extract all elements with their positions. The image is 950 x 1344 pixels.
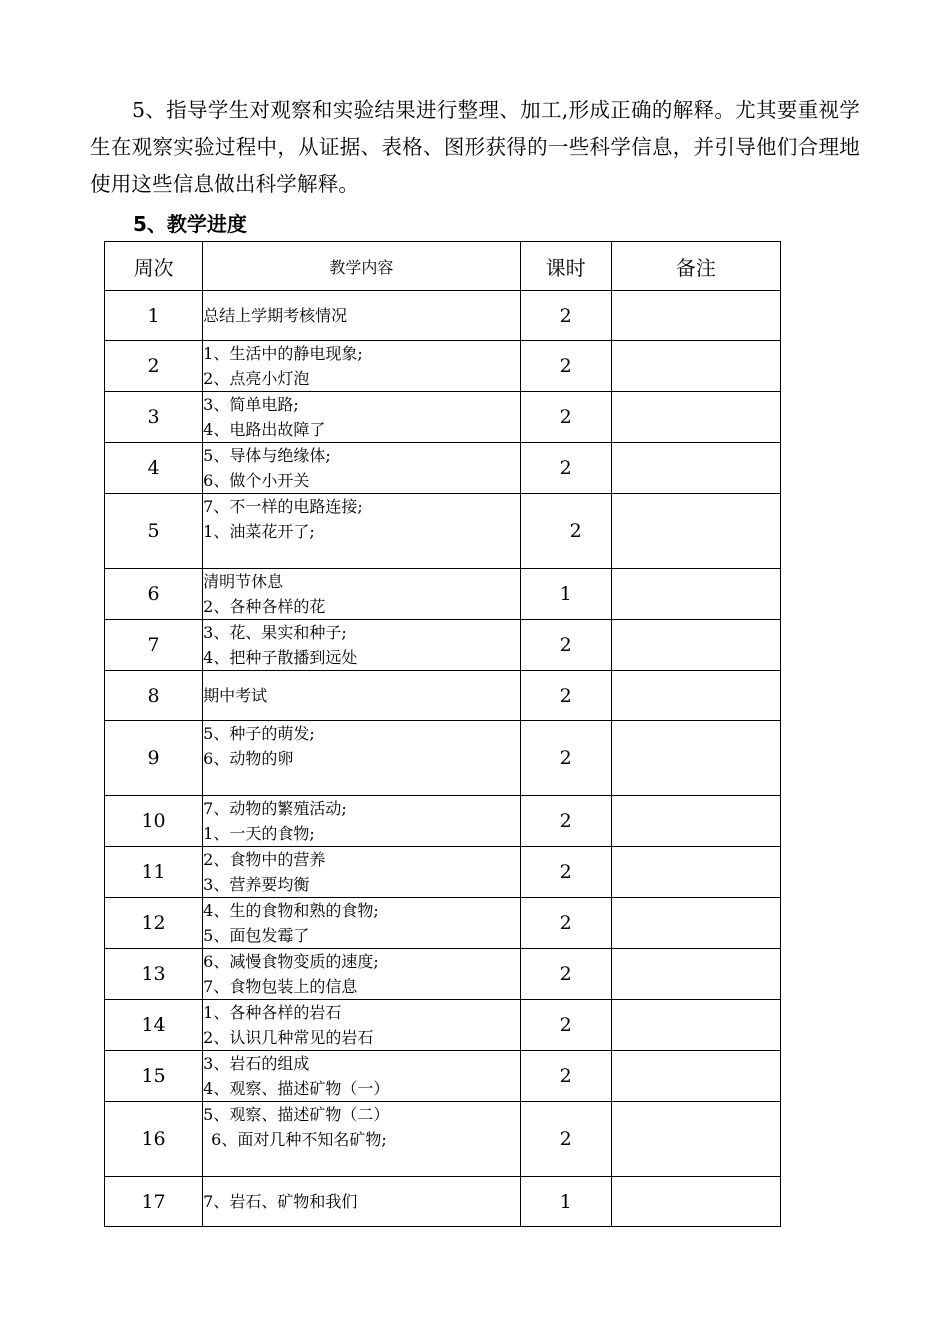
content-line: 1、各种各样的岩石 bbox=[203, 1003, 342, 1022]
table-row bbox=[105, 569, 781, 620]
hours-cell: 2 bbox=[520, 1000, 611, 1051]
hours-cell: 1 bbox=[520, 569, 611, 620]
hours-cell: 1 bbox=[520, 1177, 611, 1227]
content-line: 1、一天的食物; bbox=[203, 824, 315, 843]
hours-cell: 2 bbox=[520, 620, 611, 671]
hours-cell: 2 bbox=[520, 392, 611, 443]
table-header-row bbox=[105, 242, 781, 291]
content-cell bbox=[203, 392, 520, 443]
content-line: 4、生的食物和熟的食物; bbox=[203, 901, 379, 920]
note-cell bbox=[611, 721, 780, 796]
table-row bbox=[105, 1000, 781, 1051]
hours-cell: 2 bbox=[520, 796, 611, 847]
week-cell: 3 bbox=[105, 392, 203, 443]
table-row bbox=[105, 721, 781, 796]
content-line: 6、面对几种不知名矿物; bbox=[211, 1130, 387, 1149]
content-line: 5、面包发霉了 bbox=[203, 926, 310, 945]
week-cell: 10 bbox=[105, 796, 203, 847]
table-row bbox=[105, 949, 781, 1000]
week-cell: 2 bbox=[105, 341, 203, 392]
week-cell: 1 bbox=[105, 291, 203, 341]
week-cell: 5 bbox=[105, 494, 203, 569]
content-line: 4、观察、描述矿物（一） bbox=[203, 1079, 390, 1098]
week-cell: 15 bbox=[105, 1051, 203, 1102]
content-line: 期中考试 bbox=[203, 686, 268, 705]
note-cell bbox=[611, 796, 780, 847]
content-cell bbox=[203, 721, 520, 796]
hours-cell: 2 bbox=[520, 898, 611, 949]
teaching-schedule-table bbox=[104, 241, 781, 1227]
content-line: 总结上学期考核情况 bbox=[203, 306, 348, 325]
hours-cell: 2 bbox=[520, 443, 611, 494]
table-row bbox=[105, 291, 781, 341]
note-cell bbox=[611, 620, 780, 671]
content-line: 5、观察、描述矿物（二） bbox=[203, 1105, 390, 1124]
content-line: 2、各种各样的花 bbox=[203, 597, 326, 616]
header-content: 教学内容 bbox=[203, 242, 520, 291]
content-line: 7、食物包装上的信息 bbox=[203, 977, 358, 996]
content-line: 3、岩石的组成 bbox=[203, 1054, 310, 1073]
hours-cell: 2 bbox=[520, 341, 611, 392]
hours-cell: 2 bbox=[520, 949, 611, 1000]
week-cell: 14 bbox=[105, 1000, 203, 1051]
content-line: 3、花、果实和种子; bbox=[203, 623, 347, 642]
content-cell bbox=[203, 341, 520, 392]
week-cell: 12 bbox=[105, 898, 203, 949]
note-cell bbox=[611, 949, 780, 1000]
section-heading: 5、教学进度 bbox=[133, 212, 247, 236]
content-line: 2、食物中的营养 bbox=[203, 850, 326, 869]
table-row bbox=[105, 796, 781, 847]
week-cell: 13 bbox=[105, 949, 203, 1000]
hours-cell: 2 bbox=[520, 291, 611, 341]
hours-cell: 2 bbox=[520, 671, 611, 721]
content-cell bbox=[203, 898, 520, 949]
note-cell bbox=[611, 1000, 780, 1051]
content-cell bbox=[203, 1177, 520, 1227]
table-row bbox=[105, 847, 781, 898]
note-cell bbox=[611, 291, 780, 341]
note-cell bbox=[611, 1177, 780, 1227]
content-line: 6、动物的卵 bbox=[203, 749, 294, 768]
content-cell bbox=[203, 494, 520, 569]
week-cell: 9 bbox=[105, 721, 203, 796]
header-hours: 课时 bbox=[520, 242, 611, 291]
header-week: 周次 bbox=[105, 242, 203, 291]
content-cell bbox=[203, 620, 520, 671]
content-line: 2、点亮小灯泡 bbox=[203, 369, 310, 388]
note-cell bbox=[611, 671, 780, 721]
content-cell bbox=[203, 1102, 520, 1177]
content-cell bbox=[203, 1000, 520, 1051]
note-cell bbox=[611, 1051, 780, 1102]
content-line: 5、导体与绝缘体; bbox=[203, 446, 331, 465]
content-cell bbox=[203, 291, 520, 341]
content-line: 清明节休息 bbox=[203, 572, 284, 591]
content-cell bbox=[203, 949, 520, 1000]
content-cell bbox=[203, 671, 520, 721]
hours-cell: 2 bbox=[520, 721, 611, 796]
content-line: 5、种子的萌发; bbox=[203, 724, 315, 743]
week-cell: 16 bbox=[105, 1102, 203, 1177]
content-cell bbox=[203, 1051, 520, 1102]
content-line: 3、营养要均衡 bbox=[203, 875, 310, 894]
content-line: 7、岩石、矿物和我们 bbox=[203, 1192, 358, 1211]
table-row bbox=[105, 898, 781, 949]
content-cell bbox=[203, 847, 520, 898]
content-line: 4、把种子散播到远处 bbox=[203, 648, 358, 667]
content-line: 7、动物的繁殖活动; bbox=[203, 799, 347, 818]
note-cell bbox=[611, 341, 780, 392]
header-note: 备注 bbox=[611, 242, 780, 291]
hours-cell: 2 bbox=[520, 1051, 611, 1102]
note-cell bbox=[611, 898, 780, 949]
content-line: 2、认识几种常见的岩石 bbox=[203, 1028, 374, 1047]
content-cell bbox=[203, 569, 520, 620]
content-line: 3、简单电路; bbox=[203, 395, 299, 414]
note-cell bbox=[611, 494, 780, 569]
hours-cell: 2 bbox=[520, 494, 611, 569]
hours-cell: 2 bbox=[520, 847, 611, 898]
table-row bbox=[105, 443, 781, 494]
week-cell: 11 bbox=[105, 847, 203, 898]
note-cell bbox=[611, 847, 780, 898]
hours-cell: 2 bbox=[520, 1102, 611, 1177]
content-line: 6、减慢食物变质的速度; bbox=[203, 952, 379, 971]
content-cell bbox=[203, 796, 520, 847]
table-row bbox=[105, 341, 781, 392]
note-cell bbox=[611, 569, 780, 620]
content-line: 1、油菜花开了; bbox=[203, 522, 315, 541]
table-row bbox=[105, 1102, 781, 1177]
table-row bbox=[105, 1051, 781, 1102]
content-cell bbox=[203, 443, 520, 494]
content-line: 6、做个小开关 bbox=[203, 471, 310, 490]
table-row bbox=[105, 1177, 781, 1227]
table-row bbox=[105, 671, 781, 721]
table-row bbox=[105, 620, 781, 671]
note-cell bbox=[611, 443, 780, 494]
week-cell: 17 bbox=[105, 1177, 203, 1227]
week-cell: 7 bbox=[105, 620, 203, 671]
table-row bbox=[105, 392, 781, 443]
table-row bbox=[105, 494, 781, 569]
note-cell bbox=[611, 1102, 780, 1177]
week-cell: 6 bbox=[105, 569, 203, 620]
content-line: 7、不一样的电路连接; bbox=[203, 497, 363, 516]
intro-paragraph: 5、指导学生对观察和实验结果进行整理、加工,形成正确的解释。尤其要重视学生在观察实验过程中，从证据、表格、图形获得的一些科学信息，并引导他们合理地使用这些信息做出科学解释。 bbox=[90, 98, 860, 196]
content-line: 1、生活中的静电现象; bbox=[203, 344, 363, 363]
content-line: 4、电路出故障了 bbox=[203, 420, 326, 439]
note-cell bbox=[611, 392, 780, 443]
week-cell: 8 bbox=[105, 671, 203, 721]
week-cell: 4 bbox=[105, 443, 203, 494]
